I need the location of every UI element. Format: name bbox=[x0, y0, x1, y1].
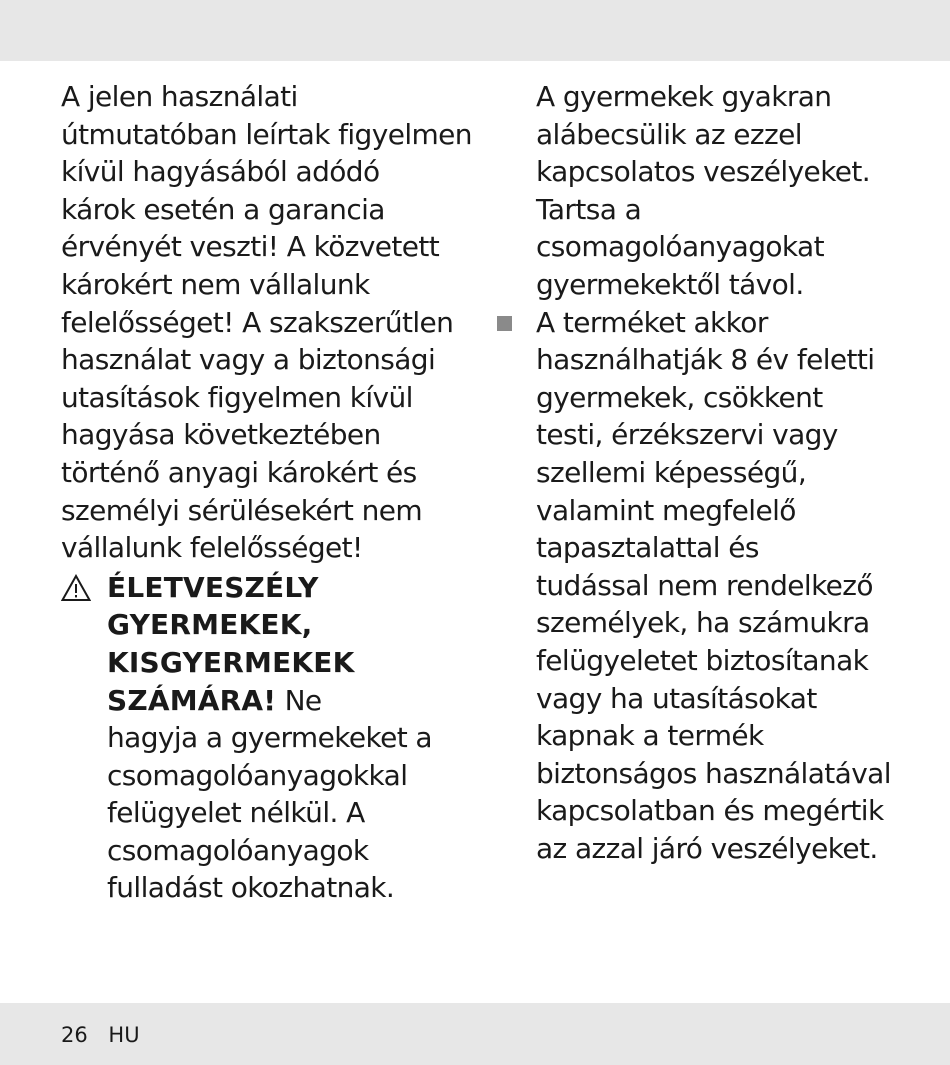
paragraph-line: A jelen használati bbox=[61, 80, 298, 113]
left-column bbox=[61, 78, 471, 907]
warning-heading-line: GYERMEKEK, bbox=[107, 608, 313, 642]
danger-warning bbox=[61, 569, 471, 907]
continuation-line: A gyermekek gyakran bbox=[536, 80, 832, 113]
bullet-line: személyek, ha számukra bbox=[536, 606, 870, 640]
bullet-line: biztonságos használatával bbox=[536, 756, 891, 790]
right-column bbox=[536, 78, 936, 867]
bullet-line: testi, érzékszervi vagy bbox=[536, 418, 838, 452]
bullet-line: kapcsolatban és megértik bbox=[536, 794, 884, 828]
paragraph-line: használat vagy a biztonsági bbox=[61, 343, 436, 377]
warning-text-start: Ne bbox=[276, 683, 322, 717]
bullet-line: tudással nem rendelkező bbox=[536, 568, 873, 602]
paragraph-line: hagyása következtében bbox=[61, 418, 381, 452]
square-bullet-icon bbox=[497, 316, 512, 331]
continuation-line: gyermekektől távol. bbox=[536, 267, 804, 301]
warning-heading-mixed-line bbox=[107, 682, 471, 720]
continuation-paragraph bbox=[536, 78, 936, 304]
warning-text-line: csomagolóanyagokkal bbox=[107, 758, 408, 792]
paragraph-line: vállalunk felelősséget! bbox=[61, 531, 363, 565]
liability-paragraph bbox=[61, 78, 471, 567]
language-code: HU bbox=[108, 1023, 140, 1047]
warning-triangle-icon bbox=[61, 574, 91, 602]
paragraph-line: károkért nem vállalunk bbox=[61, 267, 370, 301]
continuation-line: alábecsülik az ezzel bbox=[536, 117, 802, 151]
warning-text-line: csomagolóanyagok bbox=[107, 833, 369, 867]
bullet-line: gyermekek, csökkent bbox=[536, 380, 823, 414]
bullet-line: vagy ha utasításokat bbox=[536, 681, 817, 715]
paragraph-line: károk esetén a garancia bbox=[61, 192, 385, 226]
page-footer bbox=[61, 1021, 140, 1049]
warning-heading-line: KISGYERMEKEK bbox=[107, 645, 355, 679]
warning-text-line: fulladást okozhatnak. bbox=[107, 871, 395, 905]
warning-text-line: felügyelet nélkül. A bbox=[107, 796, 365, 830]
continuation-line: kapcsolatos veszélyeket. bbox=[536, 155, 871, 189]
paragraph-line: felelősséget! A szakszerűtlen bbox=[61, 305, 454, 339]
bullet-line: használhatják 8 év feletti bbox=[536, 343, 875, 377]
page-number: 26 bbox=[61, 1023, 88, 1047]
bullet-line: szellemi képességű, bbox=[536, 455, 807, 489]
paragraph-line: személyi sérülésekért nem bbox=[61, 493, 423, 527]
bullet-item bbox=[536, 304, 936, 868]
bullet-line: A terméket akkor bbox=[536, 305, 768, 339]
bullet-line: az azzal járó veszélyeket. bbox=[536, 831, 878, 865]
bullet-line: kapnak a termék bbox=[536, 719, 764, 753]
paragraph-line: utasítások figyelmen kívül bbox=[61, 380, 413, 414]
footer-band bbox=[0, 1003, 950, 1065]
warning-heading-end: SZÁMÁRA! bbox=[107, 683, 277, 717]
paragraph-line: érvényét veszti! A közvetett bbox=[61, 230, 440, 264]
paragraph-line: kívül hagyásából adódó bbox=[61, 155, 380, 189]
warning-heading-line: ÉLETVESZÉLY bbox=[107, 570, 319, 604]
bullet-line: felügyeletet biztosítanak bbox=[536, 643, 869, 677]
continuation-line: csomagolóanyagokat bbox=[536, 230, 824, 264]
paragraph-line: útmutatóban leírtak figyelmen bbox=[61, 117, 472, 151]
continuation-line: Tartsa a bbox=[536, 192, 642, 226]
paragraph-line: történő anyagi károkért és bbox=[61, 455, 417, 489]
warning-text-line: hagyja a gyermekeket a bbox=[107, 721, 432, 755]
bullet-line: valamint megfelelő bbox=[536, 493, 796, 527]
top-header-band bbox=[0, 0, 950, 61]
bullet-line: tapasztalattal és bbox=[536, 531, 759, 565]
